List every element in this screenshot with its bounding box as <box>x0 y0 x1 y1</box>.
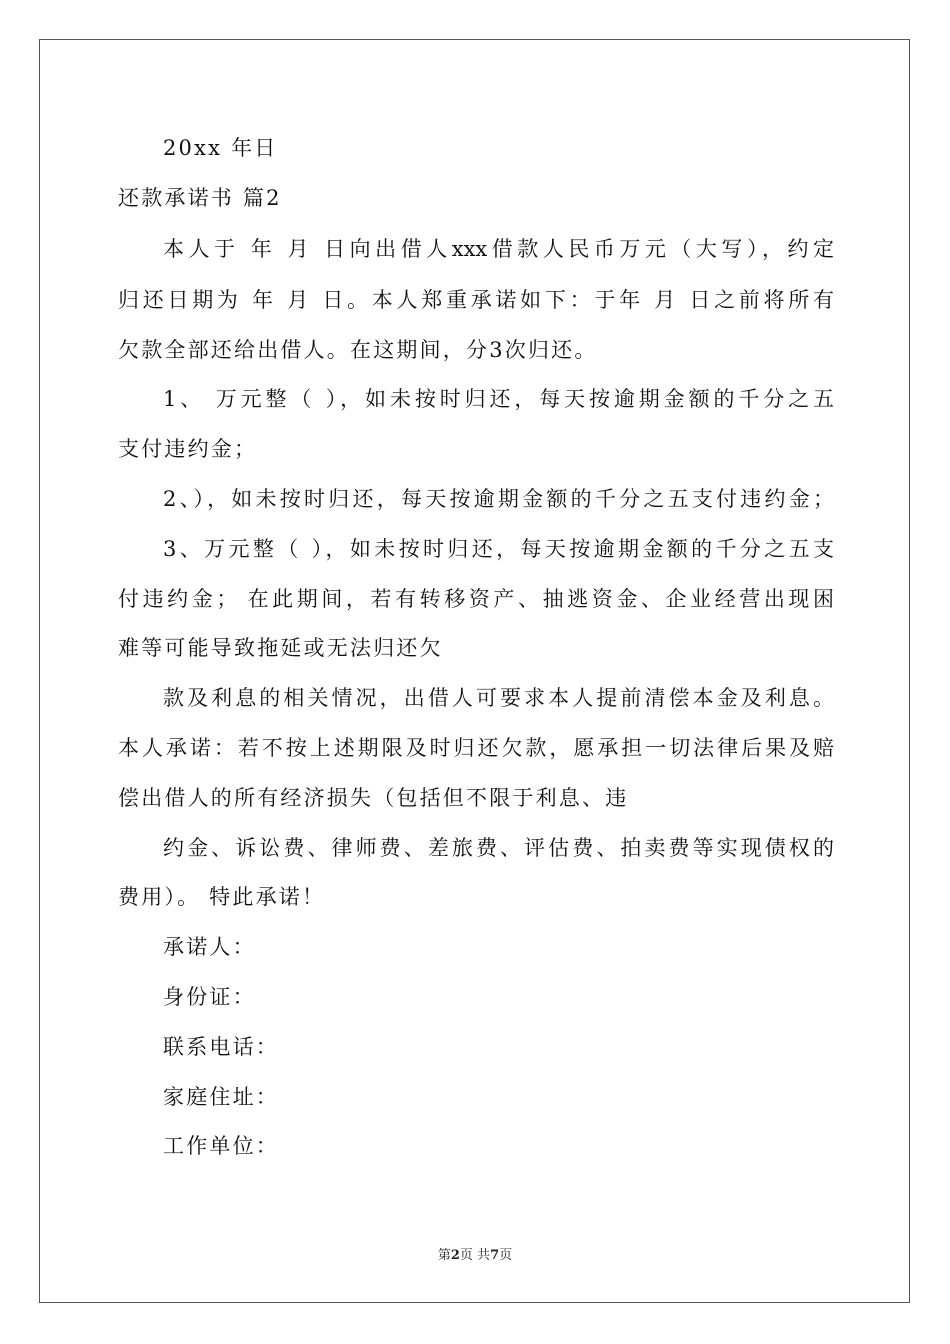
field-address: 家庭住址： <box>163 1085 279 1109</box>
item3-line3: 难等可能导致拖延或无法归还欠 <box>118 636 443 660</box>
field-id-card: 身份证： <box>163 985 256 1009</box>
footer-mid: 页 共 <box>459 1248 491 1263</box>
item3-line1: 3、万元整（ ），如未按时归还，每天按逾期金额的千分之五支 <box>163 537 834 561</box>
item1-line2: 支付违约金； <box>118 437 258 461</box>
item2-line1: 2、），如未按时归还，每天按逾期金额的千分之五支付违约金； <box>163 487 834 511</box>
item1-line1: 1、 万元整（ ），如未按时归还，每天按逾期金额的千分之五 <box>163 387 834 411</box>
footer-page-number: 2 <box>450 1248 460 1263</box>
page-border <box>39 39 910 1303</box>
paragraph3-line2: 费用）。 特此承诺！ <box>118 885 326 909</box>
paragraph2-line2: 本人承诺：若不按上述期限及时归还欠款，愿承担一切法律后果及赔 <box>118 736 834 760</box>
field-phone: 联系电话： <box>163 1035 279 1059</box>
paragraph2-line3: 偿出借人的所有经济损失（包括但不限于利息、违 <box>118 786 629 810</box>
paragraph2-line1: 款及利息的相关情况，出借人可要求本人提前清偿本金及利息。 <box>163 686 834 710</box>
section-title: 还款承诺书 篇2 <box>118 186 282 210</box>
paragraph1-line2: 归还日期为 年 月 日。本人郑重承诺如下：于年 月 日之前将所有 <box>118 288 834 312</box>
field-promisor: 承诺人： <box>163 935 256 959</box>
footer-total-pages: 7 <box>490 1248 500 1263</box>
footer-suffix: 页 <box>499 1248 513 1263</box>
item3-line2: 付违约金； 在此期间，若有转移资产、抽逃资金、企业经营出现困 <box>118 587 834 611</box>
paragraph1-line1: 本人于 年 月 日向出借人xxx借款人民币万元（大写），约定 <box>163 237 834 261</box>
date-line: 20xx 年日 <box>163 136 278 160</box>
page-footer <box>0 1244 950 1263</box>
paragraph1-line3: 欠款全部还给出借人。在这期间，分3次归还。 <box>118 338 598 362</box>
field-employer: 工作单位： <box>163 1134 279 1158</box>
paragraph3-line1: 约金、诉讼费、律师费、差旅费、评估费、拍卖费等实现债权的 <box>163 836 834 860</box>
footer-prefix: 第 <box>437 1248 451 1263</box>
